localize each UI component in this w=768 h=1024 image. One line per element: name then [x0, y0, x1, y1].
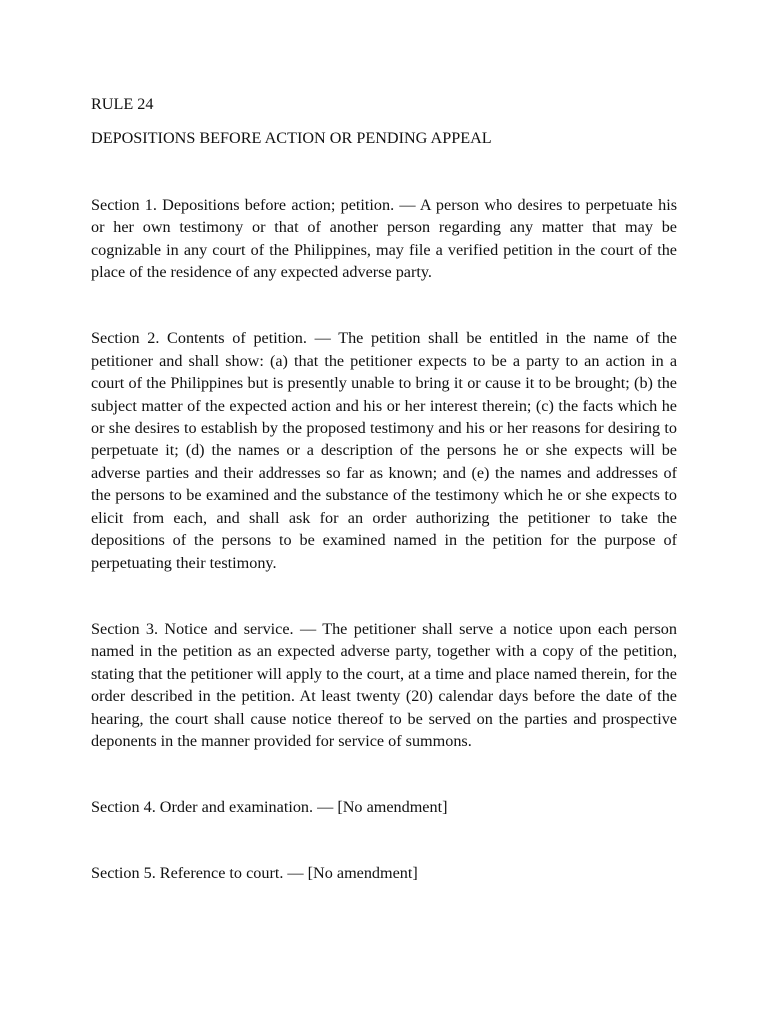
- section-2-paragraph: Section 2. Contents of petition. — The petition shall be entitled in the name of the petitioner and shall show: (a) that the petitioner expects to be a party to an action in a court of the Philippines but is presently unable to bring it or cause it to be brought; (b) the subject matter of the expected action and his or her interest therein; (c) the facts which he or she desires to establish by the proposed testimony and his or her reasons for desiring to perpetuate it; (d) the names or a description of the persons he or she expects will be adverse parties and their addresses so far as known; and (e) the names and addresses of the persons to be examined and the substance of the testimony which he or she expects to elicit from each, and shall ask for an order authorizing the petitioner to take the depositions of the persons to be examined named in the petition for the purpose of perpetuating their testimony.: [91, 329, 677, 572]
- section-3-paragraph: Section 3. Notice and service. — The petitioner shall serve a notice upon each person named in the petition as an expected adverse party, together with a copy of the petition, stating that the petitioner will apply to the court, at a time and place named therein, for the order described in the petition. At least twenty (20) calendar days before the date of the hearing, the court shall cause notice thereof to be served on the parties and prospective deponents in the manner provided for service of summons.: [91, 619, 677, 750]
- section-1-paragraph: Section 1. Depositions before action; petition. — A person who desires to perpetuate his or her own testimony or that of another person regarding any matter that may be cognizable in any court of the Philippines, may file a verified petition in the court of the place of the residence of any expected adverse party.: [91, 195, 677, 282]
- section-4-paragraph: Section 4. Order and examination. — [No amendment]: [91, 798, 448, 817]
- section-5-paragraph: Section 5. Reference to court. — [No amendment]: [91, 863, 418, 882]
- rule-number: RULE 24: [91, 95, 154, 113]
- document-page: [91, 93, 677, 884]
- rule-title: DEPOSITIONS BEFORE ACTION OR PENDING APPEAL: [91, 129, 492, 148]
